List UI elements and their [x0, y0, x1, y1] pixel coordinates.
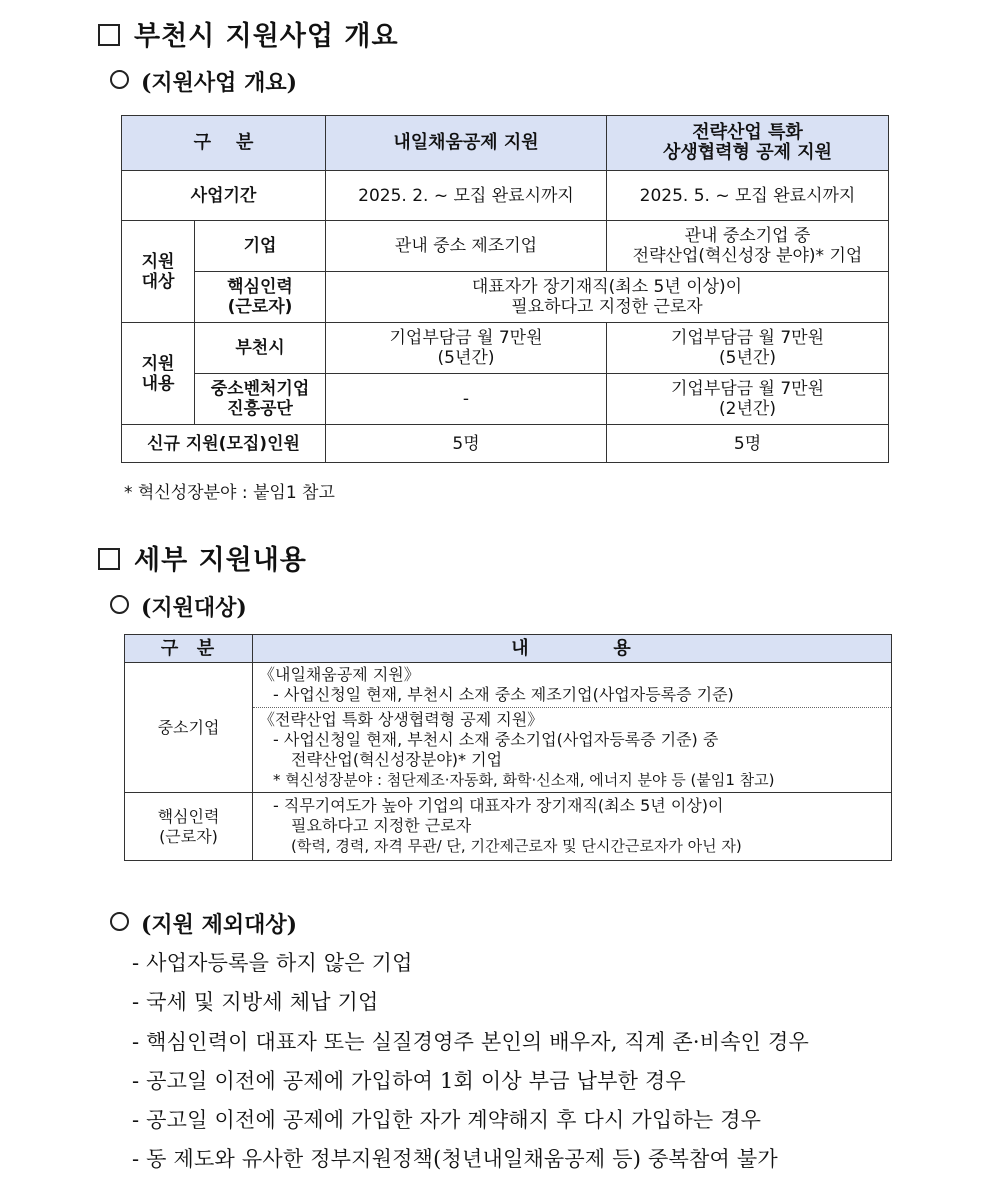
row-label-company: 기업 — [195, 221, 326, 272]
circle-bullet-icon — [110, 595, 129, 614]
list-item: - 핵심인력이 대표자 또는 실질경영주 본인의 배우자, 직계 존·비속인 경우 — [132, 1029, 810, 1054]
section-title-details: 세부 지원내용 — [98, 538, 307, 577]
list-item: - 사업자등록을 하지 않은 기업 — [132, 951, 413, 975]
header-category: 구 분 — [122, 116, 326, 171]
square-bullet-icon — [98, 24, 120, 46]
row-label-recruit: 신규 지원(모집)인원 — [122, 425, 326, 463]
row-label-core: 핵심인력 (근로자) — [125, 793, 253, 861]
row-label-agency: 중소벤처기업 진흥공단 — [195, 374, 326, 425]
company-program2: 관내 중소기업 중 전략산업(혁신성장 분야)* 기업 — [607, 221, 889, 272]
list-item: - 국세 및 지방세 체납 기업 — [132, 990, 379, 1015]
core-content: - 직무기여도가 높아 기업의 대표자가 장기재직(최소 5년 이상)이 필요하다고 지정한 근로자 (학력, 경력, 자격 무관/ 단, 기간제근로자 및 단시간근로자가 아닌 자) — [253, 793, 892, 861]
list-item: - 동 제도와 유사한 정부지원정책(청년내일채움공제 등) 중복참여 불가 — [132, 1147, 778, 1172]
circle-bullet-icon — [110, 912, 129, 931]
recruit-program2: 5명 — [607, 425, 889, 463]
list-item: - 공고일 이전에 공제에 가입한 자가 계약해지 후 다시 가입하는 경우 — [132, 1108, 762, 1133]
list-item: - 공고일 이전에 공제에 가입하여 1회 이상 부금 납부한 경우 — [132, 1068, 686, 1093]
table-row — [125, 663, 892, 793]
company-program1: 관내 중소 제조기업 — [326, 221, 607, 272]
agency-program2: 기업부담금 월 7만원 (2년간) — [607, 374, 889, 425]
table-row — [122, 171, 889, 221]
city-program2: 기업부담금 월 7만원 (5년간) — [607, 323, 889, 374]
table-header-row — [125, 635, 892, 663]
program1-item: - 사업신청일 현재, 부천시 소재 중소 제조기업(사업자등록증 기준) — [273, 685, 734, 704]
group-label-target: 지원 대상 — [122, 221, 195, 323]
circle-bullet-icon — [110, 70, 129, 89]
section-title-overview: 부천시 지원사업 개요 — [98, 14, 399, 53]
overview-table — [121, 115, 889, 463]
subtitle-exclusions: (지원 제외대상) — [110, 908, 297, 939]
row-label-core: 핵심인력 (근로자) — [195, 272, 326, 323]
header-content: 내 용 — [253, 635, 892, 663]
target-detail-table — [124, 634, 892, 861]
sme-content: 《내일채움공제 지원》 - 사업신청일 현재, 부천시 소재 중소 제조기업(사업자등록증 기준) 《전략산업 특화 상생협력형 공제 지원》 - 사업신청일 현재, 부천시 소재 중소기업(사업자등록증 기준) 중 전략산업(혁신성장분야)* 기업 * 혁신성장분야 : 첨단제조·자동화, 화학·신소재, 에너지 분야 등 (붙임1 참고) — [253, 663, 892, 793]
table-row — [122, 221, 889, 272]
group-label-content: 지원 내용 — [122, 323, 195, 425]
header-category: 구 분 — [125, 635, 253, 663]
program2-note: * 혁신성장분야 : 첨단제조·자동화, 화학·신소재, 에너지 분야 등 (붙임1 참고) — [273, 771, 775, 789]
square-bullet-icon — [98, 548, 120, 570]
agency-program1: - — [326, 374, 607, 425]
period-program2: 2025. 5. ~ 모집 완료시까지 — [607, 171, 889, 221]
exclusion-list — [132, 944, 809, 1180]
footnote: * 혁신성장분야 : 붙임1 참고 — [124, 483, 335, 503]
table-row — [122, 374, 889, 425]
row-label-period: 사업기간 — [122, 171, 326, 221]
table-header-row — [122, 116, 889, 171]
row-label-city: 부천시 — [195, 323, 326, 374]
period-program1: 2025. 2. ~ 모집 완료시까지 — [326, 171, 607, 221]
program1-title: 《내일채움공제 지원》 — [259, 665, 420, 684]
recruit-program1: 5명 — [326, 425, 607, 463]
row-label-sme: 중소기업 — [125, 663, 253, 793]
header-program2: 전략산업 특화 상생협력형 공제 지원 — [607, 116, 889, 171]
table-row — [122, 323, 889, 374]
subtitle-target: (지원대상) — [110, 591, 247, 622]
city-program1: 기업부담금 월 7만원 (5년간) — [326, 323, 607, 374]
program2-title: 《전략산업 특화 상생협력형 공제 지원》 — [259, 710, 544, 729]
core-worker-value: 대표자가 장기재직(최소 5년 이상)이 필요하다고 지정한 근로자 — [326, 272, 889, 323]
table-row — [122, 425, 889, 463]
table-row — [122, 272, 889, 323]
program2-item: - 사업신청일 현재, 부천시 소재 중소기업(사업자등록증 기준) 중 — [273, 730, 719, 749]
subtitle-overview: (지원사업 개요) — [110, 66, 297, 97]
table-row — [125, 793, 892, 861]
header-program1: 내일채움공제 지원 — [326, 116, 607, 171]
